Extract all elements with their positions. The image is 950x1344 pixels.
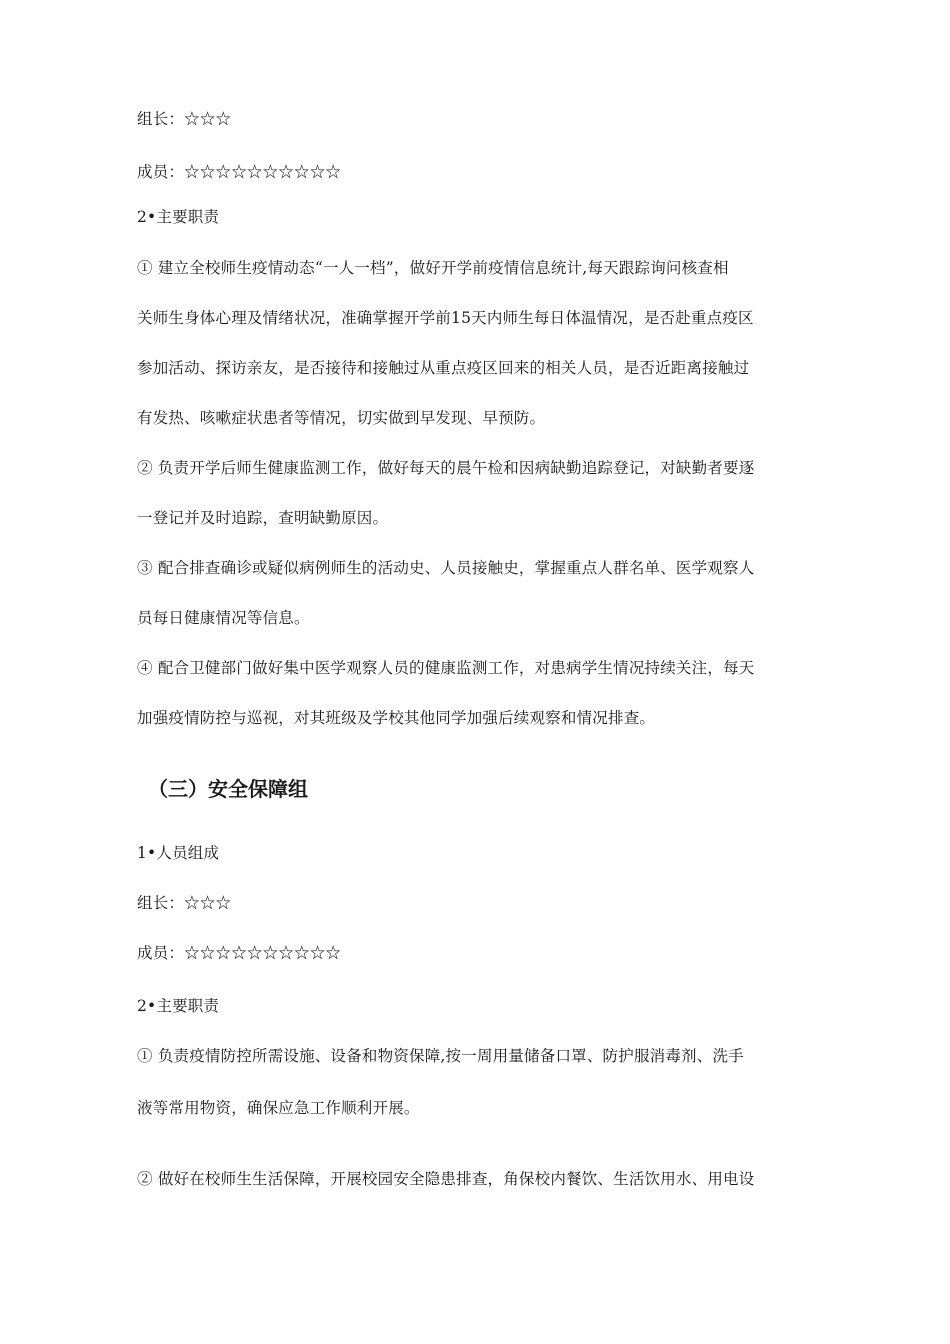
composition-title: 1•人员组成 [137, 844, 220, 862]
section-heading: （三）安全保障组 [148, 777, 308, 801]
duty-3-line-1: ③ 配合排查确诊或疑似病例师生的活动史、人员接触史，掌握重点人群名单、医学观察人 [137, 559, 755, 577]
duty-1-line-2: 液等常用物资，确保应急工作顺利开展。 [137, 1099, 420, 1117]
leader-line: 组长：☆☆☆ [137, 894, 232, 912]
duty-2-line-2: 一登记并及时追踪，查明缺勤原因。 [137, 509, 389, 527]
duties-title: 2•主要职责 [137, 208, 220, 226]
duties-title: 2•主要职责 [137, 997, 220, 1015]
duty-1-line-4: 有发热、咳嗽症状患者等情况，切实做到早发现、早预防。 [137, 409, 546, 427]
duty-3-line-2: 员每日健康情况等信息。 [137, 609, 310, 627]
duty-1-line-3: 参加活动、探访亲友，是否接待和接触过从重点疫区回来的相关人员，是否近距离接触过 [137, 359, 750, 377]
members-line: 成员：☆☆☆☆☆☆☆☆☆☆ [137, 944, 342, 962]
duty-1-line-1: ① 负责疫情防控所需设施、设备和物资保障,按一周用量储备口罩、防护服消毒剂、洗手 [137, 1047, 744, 1065]
duty-4-line-1: ④ 配合卫健部门做好集中医学观察人员的健康监测工作，对患病学生情况持续关注，每天 [137, 659, 755, 677]
leader-line: 组长：☆☆☆ [137, 110, 232, 128]
members-line: 成员：☆☆☆☆☆☆☆☆☆☆ [137, 163, 342, 181]
duty-1-line-1: ① 建立全校师生疫情动态“一人一档”，做好开学前疫情信息统计,每天跟踪询问核查相 [137, 259, 729, 277]
duty-2-line-1: ② 负责开学后师生健康监测工作，做好每天的晨午检和因病缺勤追踪登记，对缺勤者要逐 [137, 459, 755, 477]
duty-4-line-2: 加强疫情防控与巡视，对其班级及学校其他同学加强后续观察和情况排查。 [137, 709, 656, 727]
duty-1-line-2: 关师生身体心理及情绪状况，准确掌握开学前15天内师生每日体温情况，是否赴重点疫区 [137, 309, 754, 327]
duty-2-line-1: ② 做好在校师生生活保障，开展校园安全隐患排查，角保校内餐饮、生活饮用水、用电设 [137, 1170, 755, 1188]
